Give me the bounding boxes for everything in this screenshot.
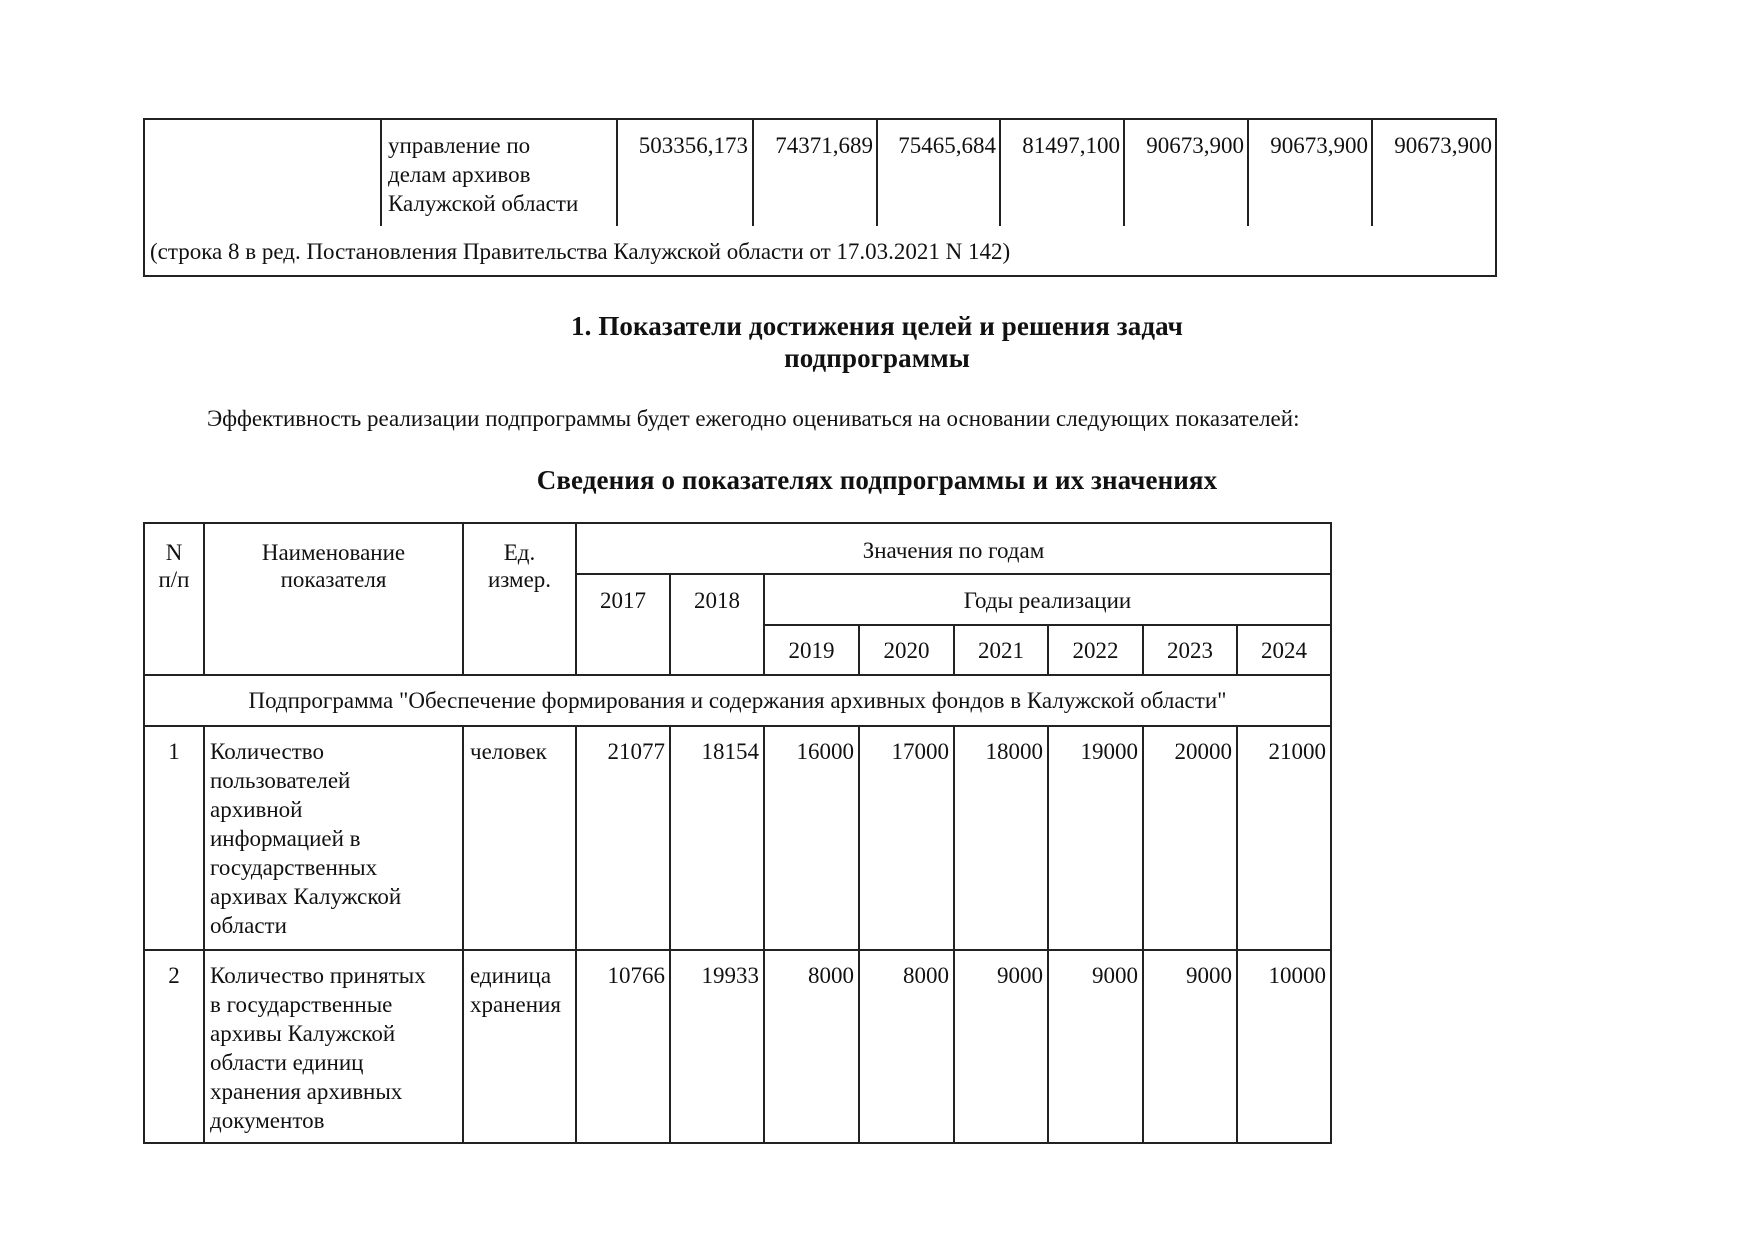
indicator-name-line: в государственные (210, 992, 393, 1017)
row-divider (575, 573, 1332, 575)
col-divider (203, 725, 205, 1143)
value-cell: 8000 (808, 963, 854, 988)
header-year: 2022 (1072, 638, 1119, 663)
subprogram-row: Подпрограмма "Обеспечение формирования и содержания архивных фондов в Калужской области" (248, 688, 1227, 713)
row-num: 1 (168, 739, 180, 764)
indicator-name-line: хранения архивных (210, 1079, 403, 1104)
header-year: 2024 (1261, 638, 1307, 663)
header-years-impl: Годы реализации (963, 588, 1132, 613)
row-divider (143, 674, 1332, 676)
executor-line: управление по (388, 133, 531, 158)
table-border-bottom (143, 1142, 1332, 1144)
value-cell: 8000 (903, 963, 949, 988)
header-num: п/п (158, 567, 190, 592)
table-border-right (1330, 522, 1332, 1144)
header-year: 2018 (694, 588, 740, 613)
header-year: 2017 (600, 588, 646, 613)
intro-paragraph: Эффективность реализации подпрограммы будет ежегодно оцениваться на основании следующих показателей: (207, 406, 1300, 431)
value-cell: 16000 (796, 739, 854, 764)
indicator-name-line: государственных (210, 855, 378, 880)
header-num: N (165, 540, 183, 565)
value-cell: 81497,100 (1022, 133, 1120, 158)
executor-line: делам архивов (388, 162, 531, 187)
header-unit: измер. (487, 567, 552, 592)
col-divider (1236, 725, 1238, 1143)
value-cell: 74371,689 (775, 133, 873, 158)
value-cell: 21077 (607, 739, 665, 764)
indicator-name-line: информацией в (210, 826, 361, 851)
header-year: 2019 (788, 638, 835, 663)
table-border-left (143, 118, 145, 277)
row-divider (143, 949, 1332, 951)
value-cell: 75465,684 (898, 133, 996, 158)
value-cell: 21000 (1268, 739, 1326, 764)
header-year: 2020 (883, 638, 930, 663)
indicator-name-line: области единиц (210, 1050, 364, 1075)
unit-cell: единица (470, 963, 552, 988)
indicator-name-line: области (210, 913, 287, 938)
value-cell: 9000 (997, 963, 1043, 988)
header-year: 2021 (978, 638, 1024, 663)
col-divider (763, 725, 765, 1143)
table-border-bottom (143, 275, 1497, 277)
value-cell: 18154 (701, 739, 759, 764)
header-name: показателя (280, 567, 387, 592)
row-divider (143, 725, 1332, 727)
executor-line: Калужской области (388, 191, 579, 216)
table-border-top (143, 522, 1332, 524)
indicator-name-line: пользователей (210, 768, 351, 793)
table-border-left (143, 522, 145, 1144)
indicator-name-line: архивы Калужской (210, 1021, 396, 1046)
col-divider (1142, 725, 1144, 1143)
col-divider (462, 725, 464, 1143)
col-divider (575, 725, 577, 1143)
value-cell: 503356,173 (638, 133, 748, 158)
amendment-note: (строка 8 в ред. Постановления Правительства Калужской области от 17.03.2021 N 142) (150, 239, 1011, 264)
col-divider (953, 725, 955, 1143)
indicator-name-line: архивной (210, 797, 303, 822)
value-cell: 10766 (607, 963, 665, 988)
value-cell: 18000 (985, 739, 1043, 764)
header-name: Наименование (261, 540, 406, 565)
col-divider (1047, 725, 1049, 1143)
col-divider (858, 725, 860, 1143)
section-title: 1. Показатели достижения целей и решения задач (571, 311, 1183, 341)
value-cell: 20000 (1174, 739, 1232, 764)
table-title: Сведения о показателях подпрограммы и их значениях (536, 465, 1218, 495)
value-cell: 9000 (1186, 963, 1232, 988)
value-cell: 19000 (1080, 739, 1138, 764)
indicator-name-line: Количество (210, 739, 324, 764)
header-values-by-year: Значения по годам (862, 538, 1045, 563)
indicator-name-line: архивах Калужской (210, 884, 402, 909)
value-cell: 90673,900 (1394, 133, 1492, 158)
value-cell: 17000 (891, 739, 949, 764)
col-divider (380, 118, 382, 226)
table-border-top (143, 118, 1497, 120)
row-num: 2 (168, 963, 180, 988)
value-cell: 10000 (1268, 963, 1326, 988)
header-unit: Ед. (503, 540, 536, 565)
unit-cell: человек (470, 739, 547, 764)
indicator-name-line: Количество принятых (210, 963, 426, 988)
indicator-name-line: документов (210, 1108, 325, 1133)
table-border-right (1495, 118, 1497, 277)
value-cell: 9000 (1092, 963, 1138, 988)
value-cell: 19933 (701, 963, 759, 988)
value-cell: 90673,900 (1146, 133, 1244, 158)
value-cell: 90673,900 (1270, 133, 1368, 158)
header-year: 2023 (1167, 638, 1213, 663)
section-title-line2: подпрограммы (784, 343, 970, 373)
col-divider (669, 725, 671, 1143)
unit-cell: хранения (470, 992, 561, 1017)
